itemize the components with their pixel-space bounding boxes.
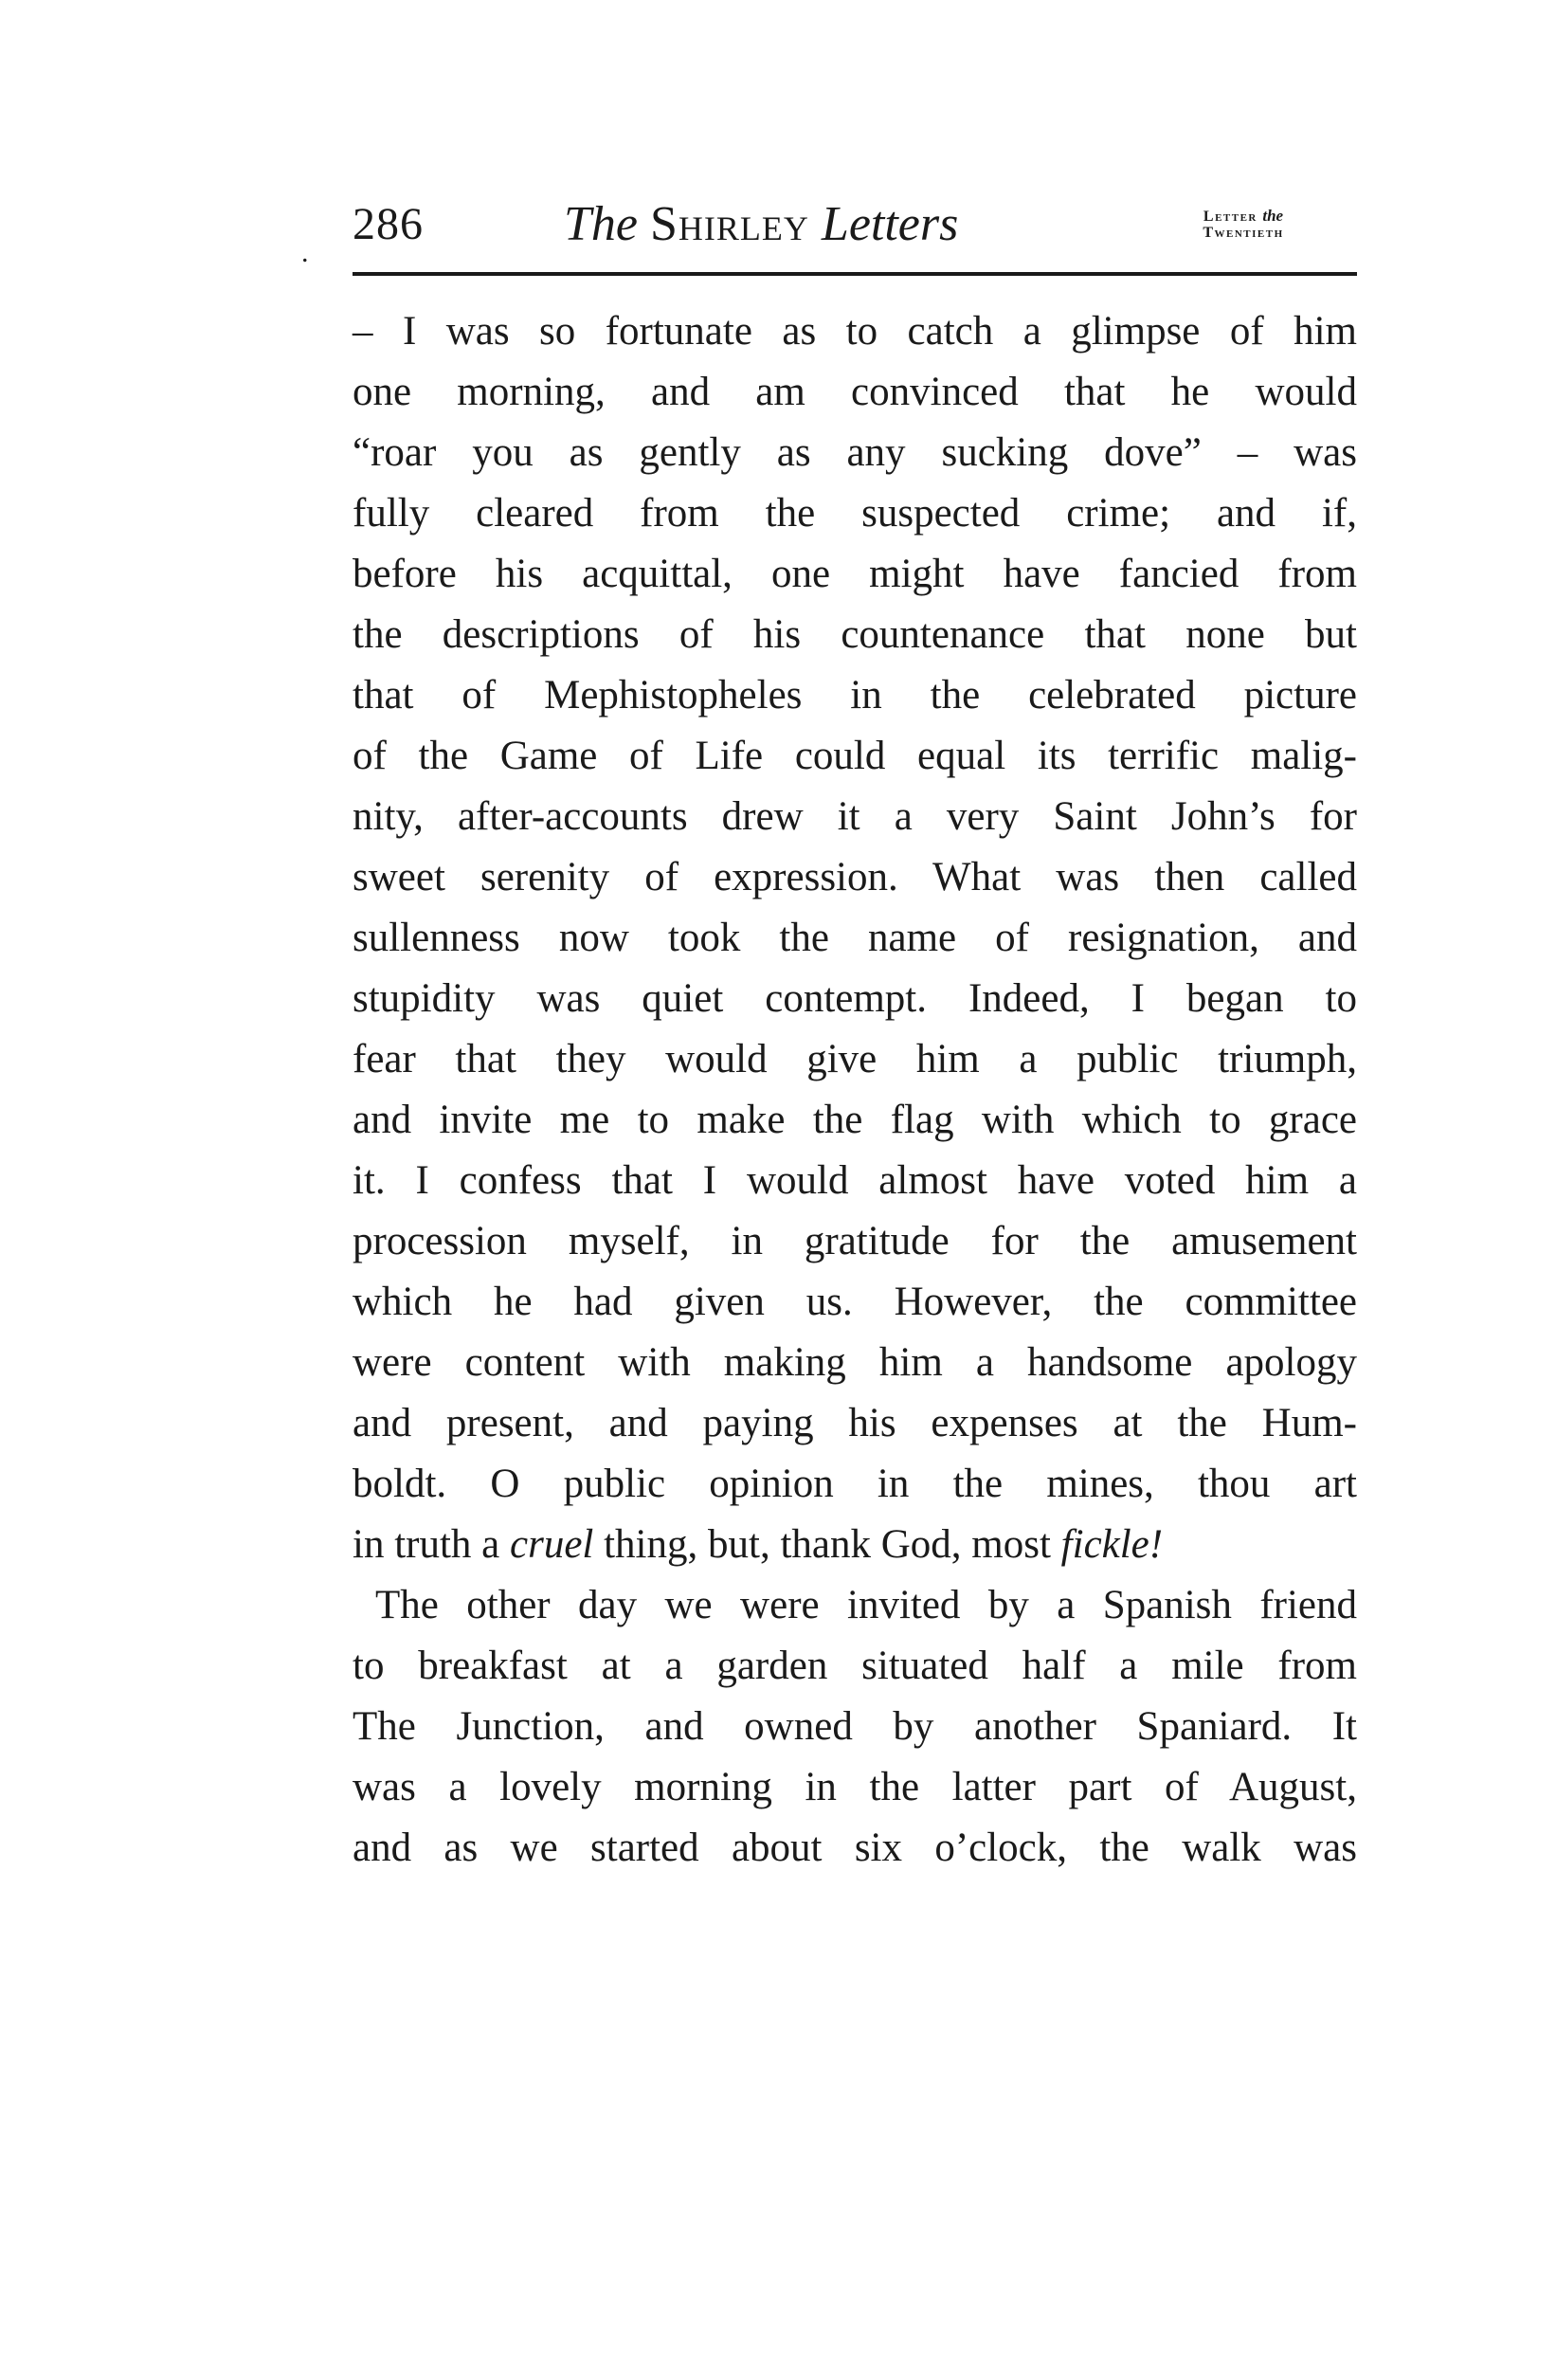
text-line: which he had given us. However, the committee [353,1280,1357,1324]
header-rule [353,272,1357,276]
emphasis-fickle: fickle! [1060,1522,1164,1567]
text-line: fear that they would give him a public triumph, [353,1037,1357,1081]
text-line: – I was so fortunate as to catch a glimpse of him [353,309,1357,354]
text-line: sullenness now took the name of resignation, and [353,916,1357,960]
running-header [353,194,1357,270]
text-line: sweet serenity of expression. What was then called [353,855,1357,899]
text-line: “roar you as gently as any sucking dove” – was [353,430,1357,475]
text-line: and as we started about six o’clock, the walk was [353,1826,1357,1870]
text-line: to breakfast at a garden situated half a mile from [353,1644,1357,1688]
text-line: nity, after-accounts drew it a very Saint John’s for [353,794,1357,839]
text-line: that of Mephistopheles in the celebrated picture [353,673,1357,718]
text-line: boldt. O public opinion in the mines, thou art [353,1462,1357,1506]
text-line: and present, and paying his expenses at the Hum- [353,1401,1357,1445]
text-line-paragraph-start: The other day we were invited by a Spanish friend [375,1583,1357,1627]
running-title [564,194,958,255]
text-line: The Junction, and owned by another Spaniard. It [353,1704,1357,1749]
text-line: one morning, and am convinced that he would [353,370,1357,414]
text-line-paragraph-end [353,1515,1357,1575]
text-fragment: in truth a [353,1522,510,1567]
title-the: The [564,197,638,251]
text-line: was a lovely morning in the latter part of August, [353,1765,1357,1809]
text-line: were content with making him a handsome apology [353,1340,1357,1385]
text-line: before his acquittal, one might have fancied from [353,552,1357,596]
section-label-the: the [1262,207,1284,225]
text-line: fully cleared from the suspected crime; and if, [353,491,1357,536]
text-line: of the Game of Life could equal its terrific malig- [353,734,1357,778]
title-letters: Letters [821,197,959,251]
emphasis-cruel: cruel [510,1522,594,1567]
body-text [353,301,1357,1879]
section-label-twentieth: Twentieth [1203,225,1284,241]
text-line: stupidity was quiet contempt. Indeed, I began to [353,976,1357,1021]
title-shirley: Shirley [650,197,809,251]
text-fragment: thing, but, thank God, most [593,1522,1061,1567]
text-line: and invite me to make the flag with which to grace [353,1098,1357,1142]
text-line: it. I confess that I would almost have voted him a [353,1158,1357,1203]
text-line: procession myself, in gratitude for the amusement [353,1219,1357,1263]
text-line: the descriptions of his countenance that none but [353,612,1357,657]
page-number: 286 [353,199,424,249]
section-label [1158,208,1329,241]
print-speck: . [301,237,309,268]
section-label-letter: Letter [1203,209,1257,225]
